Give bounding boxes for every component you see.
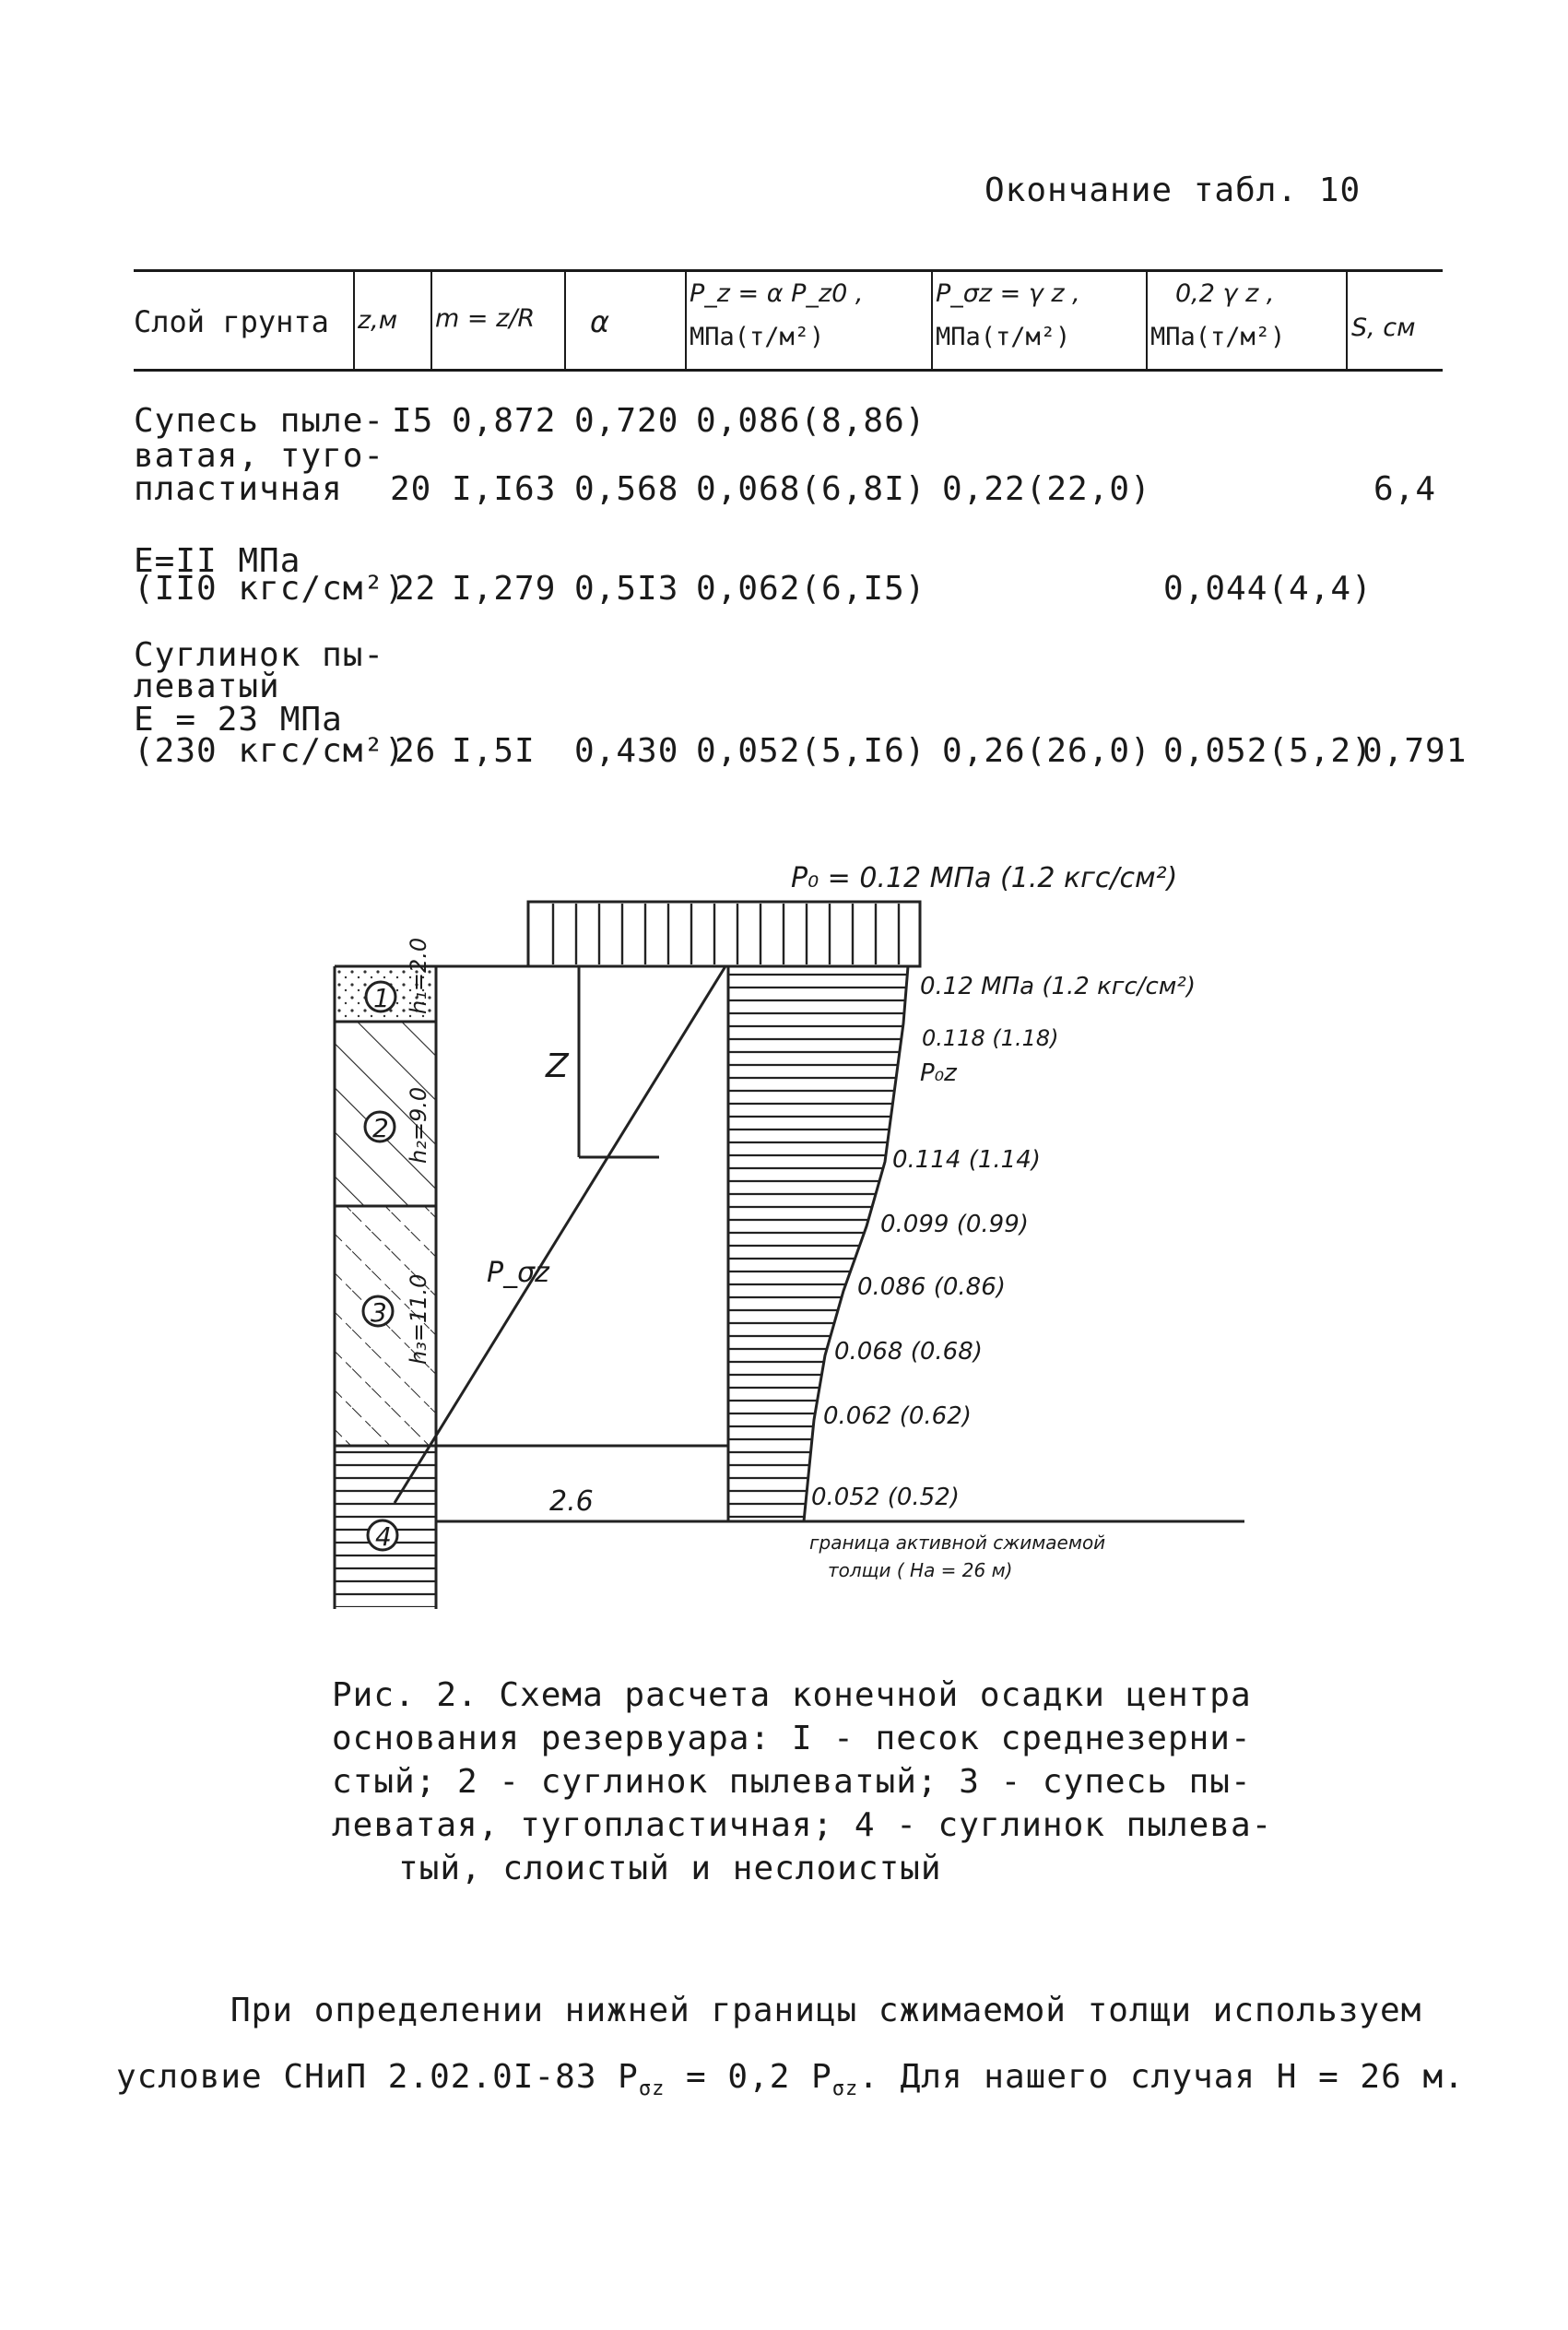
cell-z: 22 xyxy=(395,570,437,608)
figure-caption-line: стый; 2 - суглинок пылеватый; 3 - супесь пы- xyxy=(332,1763,1252,1801)
cell-m: I,I63 xyxy=(452,470,557,508)
header-layer: Слой грунта xyxy=(134,304,329,339)
figure-caption-line: основания резервуара: I - песок среднезерни- xyxy=(332,1720,1252,1757)
cell-layer: (230 кгс/см²) xyxy=(134,732,406,770)
z-label: Z xyxy=(546,1047,569,1085)
figure-caption-line: Рис. 2. Схема расчета конечной осадки центра xyxy=(332,1676,1252,1714)
cell-z: 26 xyxy=(395,732,437,770)
layer-marker-1 xyxy=(366,982,395,1013)
header-pz-formula: P_z = α P_z0 , xyxy=(690,279,864,308)
body-paragraph-line1: При определении нижней границы сжимаемой толщи используем xyxy=(230,1992,1422,2029)
header-pz-unit: МПа(т/м²) xyxy=(690,323,825,351)
psz-label: P_σz xyxy=(487,1257,549,1289)
layer-thickness-3: h₃=11.0 xyxy=(406,1273,431,1365)
cell-layer: (II0 кгс/см²) xyxy=(134,570,406,608)
body-paragraph-line2: условие СНиП 2.02.0I-83 $P_{\sigma z} = 0,2$ $P_{\sigma z}$. Для нашего случая H = 26 м. xyxy=(116,2058,1465,2101)
cell-layer: пластичная xyxy=(134,470,343,508)
svg-text:3: 3 xyxy=(371,1297,387,1328)
header-c02-unit: МПа(т/м²) xyxy=(1150,323,1286,351)
cell-z: 20 xyxy=(390,470,432,508)
cell-psz: 0,26(26,0) xyxy=(942,732,1151,770)
boundary-label-line2: толщи ( Hа = 26 м) xyxy=(828,1559,1013,1581)
z-dimension xyxy=(545,966,659,1157)
stress-value: 0.052 (0.52) xyxy=(811,1484,960,1511)
figure-caption-line: леватая, тугопластичная; 4 - суглинок пылева- xyxy=(332,1806,1273,1844)
svg-text:2: 2 xyxy=(372,1113,389,1143)
cell-m: I,5I xyxy=(452,732,536,770)
cell-layer: Супесь пыле- xyxy=(134,402,385,440)
layer-marker-3 xyxy=(363,1296,393,1328)
cell-alpha: 0,5I3 xyxy=(574,570,679,608)
load-label: P₀ = 0.12 МПа (1.2 кгс/см²) xyxy=(791,862,1178,894)
header-alpha: α xyxy=(590,304,610,339)
cell-z: I5 xyxy=(392,402,434,440)
cell-pz: 0,052(5,I6) xyxy=(696,732,926,770)
cell-s: 6,4 xyxy=(1373,470,1437,508)
cell-s: 0,791 xyxy=(1362,732,1468,770)
cell-psz: 0,22(22,0) xyxy=(942,470,1151,508)
cell-c02: 0,052(5,2) xyxy=(1163,732,1373,770)
load-block xyxy=(528,902,920,966)
cell-layer: Суглинок пы- xyxy=(134,636,385,674)
cell-pz: 0,068(6,8I) xyxy=(696,470,926,508)
boundary-label-line1: граница активной сжимаемой xyxy=(809,1532,1106,1554)
layer-marker-2 xyxy=(365,1112,395,1143)
cell-m: 0,872 xyxy=(452,402,557,440)
cell-alpha: 0,568 xyxy=(574,470,679,508)
svg-text:1: 1 xyxy=(373,983,390,1013)
header-psz-unit: МПа(т/м²) xyxy=(936,323,1071,351)
cell-layer: леватый xyxy=(134,668,280,705)
header-s: S, см xyxy=(1351,313,1416,342)
header-c02-formula: 0,2 γ z , xyxy=(1175,279,1275,308)
cell-pz: 0,062(6,I5) xyxy=(696,570,926,608)
cell-m: I,279 xyxy=(452,570,557,608)
stress-value: 0.068 (0.68) xyxy=(834,1338,983,1366)
svg-text:4: 4 xyxy=(375,1521,392,1552)
cell-alpha: 0,430 xyxy=(574,732,679,770)
header-z: z,м xyxy=(358,306,398,335)
layer-marker-4 xyxy=(368,1520,397,1552)
top-stress-label: 0.12 МПа (1.2 кгс/см²) xyxy=(920,973,1196,1000)
cell-layer: E=II МПа xyxy=(134,542,301,580)
width-label: 2.6 xyxy=(549,1485,594,1518)
stress-value: 0.099 (0.99) xyxy=(880,1211,1029,1238)
pz-label: P₀z xyxy=(920,1059,957,1087)
header-m: m = z/R xyxy=(435,304,536,333)
header-psz-formula: P_σz = γ z , xyxy=(936,279,1080,308)
cell-layer: E = 23 МПа xyxy=(134,701,343,739)
stress-value: 0.118 (1.18) xyxy=(922,1025,1059,1051)
stress-value: 0.062 (0.62) xyxy=(823,1402,972,1430)
cell-layer: ватая, туго- xyxy=(134,437,385,475)
pz-stress-diagram xyxy=(728,966,908,1521)
cell-pz: 0,086(8,86) xyxy=(696,402,926,440)
figure-caption-line: тый, слоистый и неслоистый xyxy=(398,1850,942,1887)
stress-value: 0.114 (1.14) xyxy=(892,1146,1041,1174)
layer-thickness-1: h₁=2.0 xyxy=(406,937,431,1014)
layer-thickness-2: h₂=9.0 xyxy=(406,1086,431,1164)
cell-alpha: 0,720 xyxy=(574,402,679,440)
cell-c02: 0,044(4,4) xyxy=(1163,570,1373,608)
table-continuation-label: Окончание табл. 10 xyxy=(984,171,1362,209)
stress-value: 0.086 (0.86) xyxy=(857,1273,1006,1301)
